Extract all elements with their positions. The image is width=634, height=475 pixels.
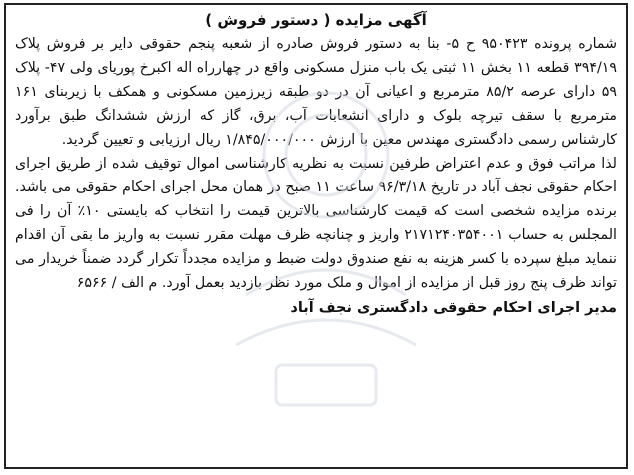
notice-title: آگهی مزایده ( دستور فروش ): [205, 11, 427, 29]
notice-paragraph-2: لذا مراتب فوق و عدم اعتراض طرفین نسبت به نظریه کارشناسی اموال توقیف شده از طریق اجرای احکام حقوقی نجف آباد در تاریخ ۹۶/۳/۱۸ ساعت ۱۱ صبح در همان محل اجرای احکام حقوقی می باشد. برنده مزایده شخصی است که قیمت کارشناسی بالاترین قیمت را انتخاب که بایستی ۱۰٪ آن را فی المجلس به حساب ۲۱۷۱۲۴۰۳۵۴۰۰۱ واریز و چنانچه ظرف مهلت مقرر نسبت به واریز ما بقی آن اقدام ننماید مبلغ سپرده با کسر هزینه به نفع صندوق دولت ضبط و مزایده مجدداً تکرار گردد ضمناً خریدار می تواند ظرف پنج روز قبل از مزایده از اموال و ملک مورد نظر بازدید بعمل آورد. م الف / ۶۵۶۶: [15, 155, 617, 292]
notice-paragraph-1: شماره پرونده ۹۵۰۴۲۳ ح ۵- بنا به دستور فروش صادره از شعبه پنجم حقوقی دایر بر فروش پلاک ۳۹۴/۱۹ قطعه ۱۱ بخش ۱۱ ثبتی یک باب منزل مسکونی واقع در چهارراه اله اکبرخ پوریای ولی ۴۷- پلاک ۵۹ دارای عرصه ۸۵/۲ مترمربع و اعیانی آن در دو طبقه زیرزمین مسکونی و همکف با زیربنای ۱۶۱ مترمربع با سقف تیرچه بلوک و دارای انشعابات آب، برق، گاز که ارزش ششدانگ طبق برآورد کارشناس رسمی دادگستری مهندس معین با ارزش ۱/۸۴۵/۰۰۰/۰۰۰ ریال ارزیابی و تعیین گردید.: [15, 36, 618, 148]
auction-notice: [4, 3, 628, 469]
notice-signature: مدیر اجرای احکام حقوقی دادگستری نجف آباد: [290, 299, 617, 316]
